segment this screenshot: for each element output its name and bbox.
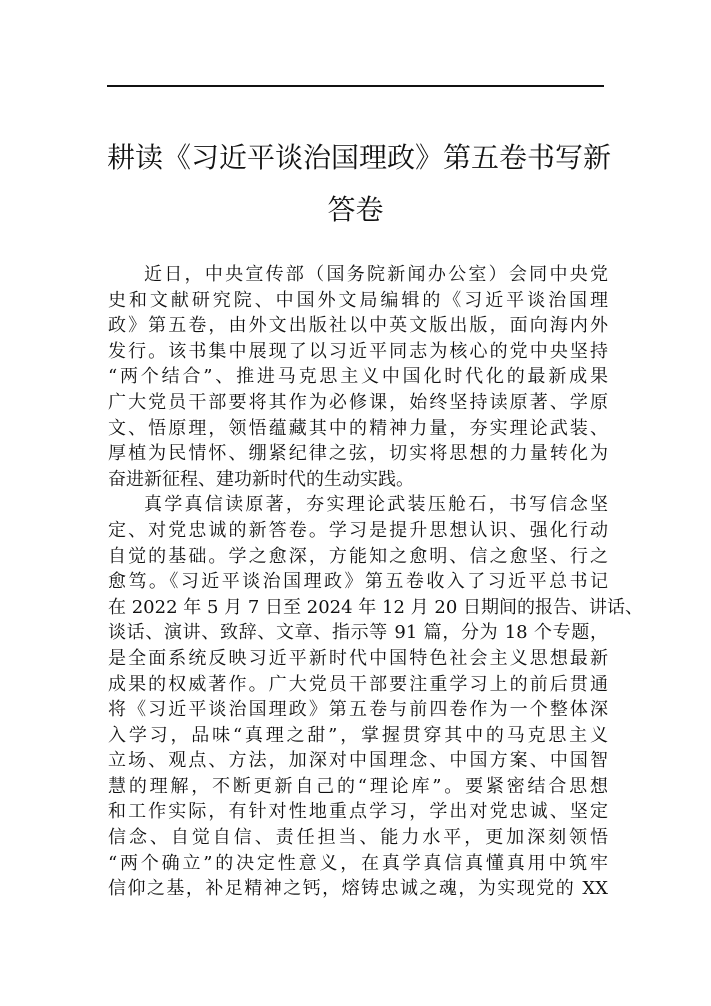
paragraph-line: 发行。该书集中展现了以习近平同志为核心的党中央坚持	[108, 340, 608, 362]
paragraph-line: 成果的权威著作。广大党员干部要注重学习上的前后贯通	[108, 673, 608, 695]
paragraph-line: 厚植为民情怀、绷紧纪律之弦，切实将思想的力量转化为	[108, 443, 608, 465]
paragraph-line: “两个确立”的决定性意义，在真学真信真懂真用中筑牢	[108, 852, 608, 874]
paragraph-line: 信念、自觉自信、责任担当、能力水平，更加深刻领悟	[108, 827, 608, 849]
paragraph-line: 是全面系统反映习近平新时代中国特色社会主义思想最新	[108, 647, 608, 669]
document-body	[108, 262, 643, 902]
paragraph-line: 真学真信读原著，夯实理论武装压舱石，书写信念坚	[144, 494, 608, 516]
paragraph-line: 文、悟原理，领悟蕴藏其中的精神力量，夯实理论武装、	[108, 417, 608, 439]
paragraph-line: 和工作实际，有针对性地重点学习，学出对党忠诚、坚定	[108, 801, 608, 823]
paragraph-line: “两个结合”、推进马克思主义中国化时代化的最新成果	[108, 366, 608, 388]
paragraph-line: 将《习近平谈治国理政》第五卷与前四卷作为一个整体深	[108, 699, 608, 721]
paragraph-line: 政》第五卷，由外文出版社以中英文版出版，面向海内外	[108, 315, 608, 337]
paragraph-line: 自觉的基础。学之愈深，方能知之愈明、信之愈坚、行之	[108, 545, 608, 567]
paragraph-line: 谈话、演讲、致辞、文章、指示等 91 篇，分为 18 个专题，	[108, 622, 608, 644]
paragraph-line: 信仰之基，补足精神之钙，熔铸忠诚之魂，为实现党的 XX	[108, 878, 608, 900]
paragraph-line: 立场、观点、方法，加深对中国理念、中国方案、中国智	[108, 750, 608, 772]
paragraph-1	[108, 262, 608, 492]
paragraph-line: 奋进新征程、建功新时代的生动实践。	[108, 468, 414, 490]
document-title-line-1: 耕读《习近平谈治国理政》第五卷书写新	[107, 141, 612, 174]
paragraph-line: 广大党员干部要将其作为必修课，始终坚持读原著、学原	[108, 391, 608, 413]
paragraph-line: 近日，中央宣传部（国务院新闻办公室）会同中央党	[144, 264, 608, 285]
paragraph-line: 在 2022 年 5 月 7 日至 2024 年 12 月 20 日期间的报告、讲话、	[108, 596, 643, 618]
paragraph-line: 入学习，品味“真理之甜”，掌握贯穿其中的马克思主义	[108, 724, 608, 746]
top-rule	[107, 85, 604, 87]
document-title-line-2: 答卷	[327, 193, 384, 226]
paragraph-2	[108, 492, 643, 902]
paragraph-line: 史和文献研究院、中国外文局编辑的《习近平谈治国理	[108, 289, 608, 311]
paragraph-line: 愈笃。《习近平谈治国理政》第五卷收入了习近平总书记	[108, 571, 608, 593]
paragraph-line: 慧的理解，不断更新自己的“理论库”。要紧密结合思想	[108, 775, 608, 797]
paragraph-line: 定、对党忠诚的新答卷。学习是提升思想认识、强化行动	[108, 519, 608, 541]
